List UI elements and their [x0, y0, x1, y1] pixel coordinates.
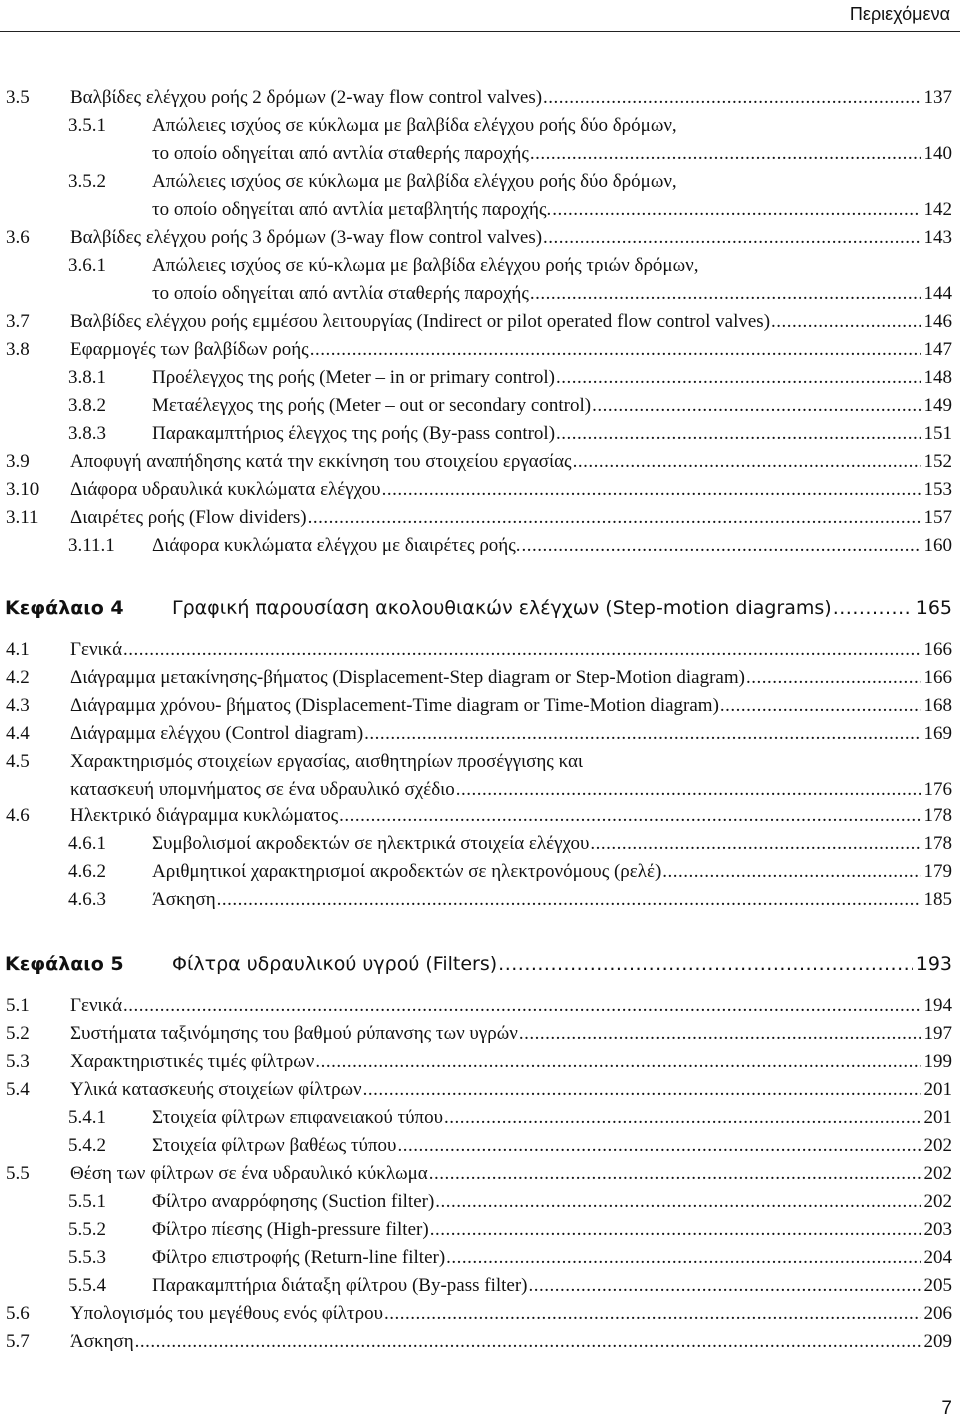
- toc-entry[interactable]: [0, 252, 952, 280]
- toc-entry-number: 5.6: [6, 1303, 30, 1324]
- dot-leader: [123, 992, 920, 1020]
- toc-entry-page-number: 197: [923, 1023, 952, 1044]
- toc-entry[interactable]: [0, 1048, 952, 1076]
- toc-entry-continuation[interactable]: [0, 196, 952, 224]
- toc-entry-number: 5.5.4: [68, 1275, 106, 1296]
- toc-entry-title: Βαλβίδες ελέγχου ροής 2 δρόμων (2-way flow control valves): [70, 87, 543, 108]
- chapter-page-number: 193: [915, 953, 952, 975]
- toc-entry[interactable]: [0, 1216, 952, 1244]
- toc-entry[interactable]: [0, 1020, 952, 1048]
- toc-entry-page-number: 205: [923, 1275, 952, 1296]
- chapter-title: Φίλτρα υδραυλικού υγρού (Filters): [172, 953, 498, 975]
- toc-entry-number: 5.5.1: [68, 1191, 106, 1212]
- toc-entry[interactable]: [0, 392, 952, 420]
- dot-leader: [590, 830, 920, 858]
- toc-entry-page-number: 178: [923, 805, 952, 826]
- toc-entry-number: 4.6.1: [68, 833, 106, 854]
- toc-entry-page-number: 153: [923, 479, 952, 500]
- dot-leader: [339, 802, 920, 830]
- toc-entry-page-number: 202: [923, 1163, 952, 1184]
- chapter-label: Κεφάλαιο 4: [5, 597, 124, 619]
- toc-entry-page-number: 204: [923, 1247, 952, 1268]
- toc-entry[interactable]: [0, 1132, 952, 1160]
- toc-entry-title-continued: το οποίο οδηγείται από αντλία σταθερής παροχής: [152, 283, 529, 304]
- toc-entry-title: Γενικά: [70, 639, 123, 660]
- dot-leader: [746, 664, 921, 692]
- toc-entry-title: Φίλτρο πίεσης (High-pressure filter): [152, 1219, 429, 1240]
- toc-entry-page-number: 185: [923, 889, 952, 910]
- dot-leader: [771, 308, 920, 336]
- toc-entry-number: 5.1: [6, 995, 30, 1016]
- toc-entry-number: 3.5: [6, 87, 30, 108]
- toc-entry-number: 3.11: [6, 507, 39, 528]
- toc-entry-title: Υλικά κατασκευής στοιχείων φίλτρων: [70, 1079, 362, 1100]
- dot-leader: [308, 504, 921, 532]
- toc-entry-page-number: 209: [923, 1331, 952, 1352]
- toc-entry-page-number: 148: [923, 367, 952, 388]
- dot-leader: [429, 1160, 921, 1188]
- dot-leader: [552, 196, 920, 224]
- toc-entry-title: Διάγραμμα μετακίνησης-βήματος (Displacement-Step diagram or Step-Motion diagram): [70, 667, 745, 688]
- toc-entry-title: Βαλβίδες ελέγχου ροής εμμέσου λειτουργίας (Indirect or pilot operated flow control valves): [70, 311, 771, 332]
- toc-entry-page-number: 203: [923, 1219, 952, 1240]
- dot-leader: [456, 776, 921, 804]
- toc-entry-number: 3.9: [6, 451, 30, 472]
- toc-entry-title: Απώλειες ισχύος σε κύ-κλωμα με βαλβίδα ελέγχου ροής τριών δρόμων,: [152, 255, 699, 276]
- toc-entry-title: Στοιχεία φίλτρων επιφανειακού τύπου: [152, 1107, 444, 1128]
- dot-leader: [543, 224, 920, 252]
- toc-entry-title: Άσκηση: [70, 1331, 134, 1352]
- toc-entry-number: 3.5.2: [68, 171, 106, 192]
- dot-leader: [573, 448, 921, 476]
- toc-entry-title: Θέση των φίλτρων σε ένα υδραυλικό κύκλωμα: [70, 1163, 428, 1184]
- toc-entry-number: 4.3: [6, 695, 30, 716]
- toc-entry-title: Χαρακτηριστικές τιμές φίλτρων: [70, 1051, 315, 1072]
- toc-entry-title: Βαλβίδες ελέγχου ροής 3 δρόμων (3-way flow control valves): [70, 227, 543, 248]
- dot-leader: [430, 1216, 921, 1244]
- toc-entry[interactable]: [0, 84, 952, 112]
- dot-leader: [444, 1104, 920, 1132]
- toc-entry-page-number: 201: [923, 1107, 952, 1128]
- toc-entry-title: Απώλειες ισχύος σε κύκλωμα με βαλβίδα ελέγχου ροής δύο δρόμων,: [152, 171, 677, 192]
- toc-entry-page-number: 147: [923, 339, 952, 360]
- toc-entry-number: 3.10: [6, 479, 40, 500]
- toc-entry[interactable]: [0, 886, 952, 914]
- toc-entry[interactable]: [0, 168, 952, 196]
- toc-entry-page-number: 168: [923, 695, 952, 716]
- toc-entry-page-number: 176: [923, 779, 952, 800]
- toc-entry-page-number: 166: [923, 639, 952, 660]
- dot-leader: [556, 364, 921, 392]
- toc-entry[interactable]: [0, 476, 952, 504]
- chapter-heading[interactable]: [0, 948, 952, 980]
- toc-entry[interactable]: [0, 364, 952, 392]
- toc-entry-number: 4.5: [6, 751, 30, 772]
- toc-entry-page-number: 152: [923, 451, 952, 472]
- toc-entry[interactable]: [0, 112, 952, 140]
- toc-entry-title-continued: το οποίο οδηγείται από αντλία μεταβλητής παροχής.: [152, 199, 552, 220]
- toc-entry[interactable]: [0, 1188, 952, 1216]
- dot-leader: [435, 1188, 920, 1216]
- toc-entry-page-number: 178: [923, 833, 952, 854]
- toc-entry[interactable]: [0, 336, 952, 364]
- toc-entry[interactable]: [0, 692, 952, 720]
- toc-entry-number: 5.3: [6, 1051, 30, 1072]
- toc-entry-continuation[interactable]: [0, 140, 952, 168]
- toc-entry-title: Άσκηση: [152, 889, 216, 910]
- toc-entry-page-number: 206: [923, 1303, 952, 1324]
- toc-entry-title: Ηλεκτρικό διάγραμμα κυκλώματος: [70, 805, 339, 826]
- toc-entry-page-number: 160: [923, 535, 952, 556]
- toc-entry-title-continued: κατασκευή υπομνήματος σε ένα υδραυλικό σχέδιο: [70, 779, 455, 800]
- toc-entry-title: Διάγραμμα χρόνου- βήματος (Displacement-Time diagram or Time-Motion diagram): [70, 695, 719, 716]
- toc-entry[interactable]: [0, 448, 952, 476]
- toc-entry-number: 5.7: [6, 1331, 30, 1352]
- toc-entry[interactable]: [0, 992, 952, 1020]
- dot-leader: [123, 636, 920, 664]
- toc-entry-number: 5.4.2: [68, 1135, 106, 1156]
- toc-entry-page-number: 179: [923, 861, 952, 882]
- toc-entry-page-number: 202: [923, 1191, 952, 1212]
- toc-entry-title: Φίλτρο επιστροφής (Return-line filter): [152, 1247, 446, 1268]
- dot-leader: [363, 1076, 921, 1104]
- toc-entry-page-number: 199: [923, 1051, 952, 1072]
- toc-entry[interactable]: [0, 1076, 952, 1104]
- toc-entry-number: 3.5.1: [68, 115, 106, 136]
- toc-entry-title: Παρακαμπτήρια διάταξη φίλτρου (By-pass filter): [152, 1275, 528, 1296]
- toc-entry-title: Διαιρέτες ροής (Flow dividers): [70, 507, 307, 528]
- toc-entry[interactable]: [0, 858, 952, 886]
- toc-entry[interactable]: [0, 1328, 952, 1356]
- dot-leader: [364, 720, 920, 748]
- toc-entry-number: 3.8: [6, 339, 30, 360]
- toc-entry-title: Συστήματα ταξινόμησης του βαθμού ρύπανσης των υγρών: [70, 1023, 518, 1044]
- toc-entry[interactable]: [0, 802, 952, 830]
- dot-leader: [498, 948, 913, 980]
- toc-entry-title: Διάφορα κυκλώματα ελέγχου με διαιρέτες ροής.: [152, 535, 521, 556]
- dot-leader: [543, 84, 920, 112]
- toc-entry-page-number: 202: [923, 1135, 952, 1156]
- toc-entry-page-number: 146: [923, 311, 952, 332]
- toc-entry[interactable]: [0, 636, 952, 664]
- toc-entry-number: 5.2: [6, 1023, 30, 1044]
- toc-entry-title-continued: το οποίο οδηγείται από αντλία σταθερής παροχής: [152, 143, 529, 164]
- dot-leader: [833, 592, 913, 624]
- toc-entry-title: Διάφορα υδραυλικά κυκλώματα ελέγχου: [70, 479, 381, 500]
- toc-entry-number: 4.1: [6, 639, 30, 660]
- dot-leader: [446, 1244, 920, 1272]
- toc-entry-title: Διάγραμμα ελέγχου (Control diagram): [70, 723, 364, 744]
- dot-leader: [519, 1020, 921, 1048]
- dot-leader: [135, 1328, 921, 1356]
- dot-leader: [662, 858, 920, 886]
- toc-entry-number: 4.6.3: [68, 889, 106, 910]
- dot-leader: [397, 1132, 920, 1160]
- toc-entry-number: 3.7: [6, 311, 30, 332]
- toc-entry[interactable]: [0, 1160, 952, 1188]
- dot-leader: [384, 1300, 920, 1328]
- toc-entry-page-number: 143: [923, 227, 952, 248]
- toc-entry-number: 4.2: [6, 667, 30, 688]
- toc-entry-number: 4.6: [6, 805, 30, 826]
- toc-entry-page-number: 137: [923, 87, 952, 108]
- toc-entry[interactable]: [0, 1300, 952, 1328]
- toc-entry-number: 5.5: [6, 1163, 30, 1184]
- chapter-page-number: 165: [915, 597, 952, 619]
- dot-leader: [217, 886, 921, 914]
- toc-entry-title: Προέλεγχος της ροής (Meter – in or primary control): [152, 367, 555, 388]
- toc-entry[interactable]: [0, 1244, 952, 1272]
- toc-entry-number: 3.6: [6, 227, 30, 248]
- toc-entry-title: Χαρακτηρισμός στοιχείων εργασίας, αισθητηρίων προσέγγισης και: [70, 751, 584, 772]
- toc-entry-number: 3.11.1: [68, 535, 115, 556]
- toc-entry-page-number: 166: [923, 667, 952, 688]
- toc-entry[interactable]: [0, 504, 952, 532]
- toc-entry[interactable]: [0, 664, 952, 692]
- toc-entry-number: 4.4: [6, 723, 30, 744]
- toc-entry[interactable]: [0, 532, 952, 560]
- toc-entry-number: 5.4.1: [68, 1107, 106, 1128]
- page-header-title: Περιεχόμενα: [849, 4, 950, 24]
- toc-entry[interactable]: [0, 1104, 952, 1132]
- dot-leader: [720, 692, 921, 720]
- dot-leader: [382, 476, 921, 504]
- toc-entry-title: Αριθμητικοί χαρακτηρισμοί ακροδεκτών σε ηλεκτρονόμους (ρελέ): [152, 861, 662, 882]
- toc-entry-title: Εφαρμογές των βαλβίδων ροής: [70, 339, 309, 360]
- toc-entry-page-number: 201: [923, 1079, 952, 1100]
- toc-entry-page-number: 144: [923, 283, 952, 304]
- footer-page-number: 7: [941, 1398, 952, 1419]
- dot-leader: [592, 392, 920, 420]
- toc-entry-page-number: 140: [923, 143, 952, 164]
- toc-entry[interactable]: [0, 1272, 952, 1300]
- toc-entry-number: 3.8.2: [68, 395, 106, 416]
- toc-entry[interactable]: [0, 224, 952, 252]
- toc-entry[interactable]: [0, 720, 952, 748]
- toc-entry-page-number: 151: [923, 423, 952, 444]
- toc-entry[interactable]: [0, 748, 952, 776]
- toc-entry-continuation[interactable]: [0, 280, 952, 308]
- toc-entry-number: 3.6.1: [68, 255, 106, 276]
- chapter-title: Γραφική παρουσίαση ακολουθιακών ελέγχων (Step-motion diagrams): [172, 597, 832, 619]
- toc-entry-title: Γενικά: [70, 995, 123, 1016]
- toc-entry-number: 3.8.1: [68, 367, 106, 388]
- chapter-label: Κεφάλαιο 5: [5, 953, 124, 975]
- toc-entry-title: Φίλτρο αναρρόφησης (Suction filter): [152, 1191, 435, 1212]
- toc-entry-number: 5.4: [6, 1079, 30, 1100]
- toc-entry-page-number: 169: [923, 723, 952, 744]
- toc-entry-page-number: 194: [923, 995, 952, 1016]
- toc-entry[interactable]: [0, 308, 952, 336]
- header-divider: [0, 31, 960, 32]
- dot-leader: [529, 1272, 921, 1300]
- dot-leader: [556, 420, 920, 448]
- toc-entry-title: Στοιχεία φίλτρων βαθέως τύπου: [152, 1135, 397, 1156]
- toc-entry-number: 3.8.3: [68, 423, 106, 444]
- toc-entry-title: Μεταέλεγχος της ροής (Meter – out or secondary control): [152, 395, 592, 416]
- dot-leader: [310, 336, 921, 364]
- dot-leader: [315, 1048, 920, 1076]
- toc-entry[interactable]: [0, 830, 952, 858]
- toc-entry-title: Συμβολισμοί ακροδεκτών σε ηλεκτρικά στοιχεία ελέγχου: [152, 833, 590, 854]
- toc-entry-page-number: 149: [923, 395, 952, 416]
- toc-entry[interactable]: [0, 420, 952, 448]
- toc-entry-page-number: 142: [923, 199, 952, 220]
- toc-entry-continuation[interactable]: [0, 776, 952, 804]
- toc-entry-number: 4.6.2: [68, 861, 106, 882]
- toc-entry-number: 5.5.2: [68, 1219, 106, 1240]
- toc-entry-number: 5.5.3: [68, 1247, 106, 1268]
- dot-leader: [522, 532, 921, 560]
- toc-entry-title: Αποφυγή αναπήδησης κατά την εκκίνηση του στοιχείου εργασίας: [70, 451, 572, 472]
- chapter-heading[interactable]: [0, 592, 952, 624]
- toc-entry-title: Υπολογισμός του μεγέθους ενός φίλτρου: [70, 1303, 384, 1324]
- toc-entry-page-number: 157: [923, 507, 952, 528]
- dot-leader: [530, 140, 921, 168]
- toc-entry-title: Παρακαμπτήριος έλεγχος της ροής (By-pass control): [152, 423, 556, 444]
- toc-entry-title: Απώλειες ισχύος σε κύκλωμα με βαλβίδα ελέγχου ροής δύο δρόμων,: [152, 115, 677, 136]
- dot-leader: [530, 280, 921, 308]
